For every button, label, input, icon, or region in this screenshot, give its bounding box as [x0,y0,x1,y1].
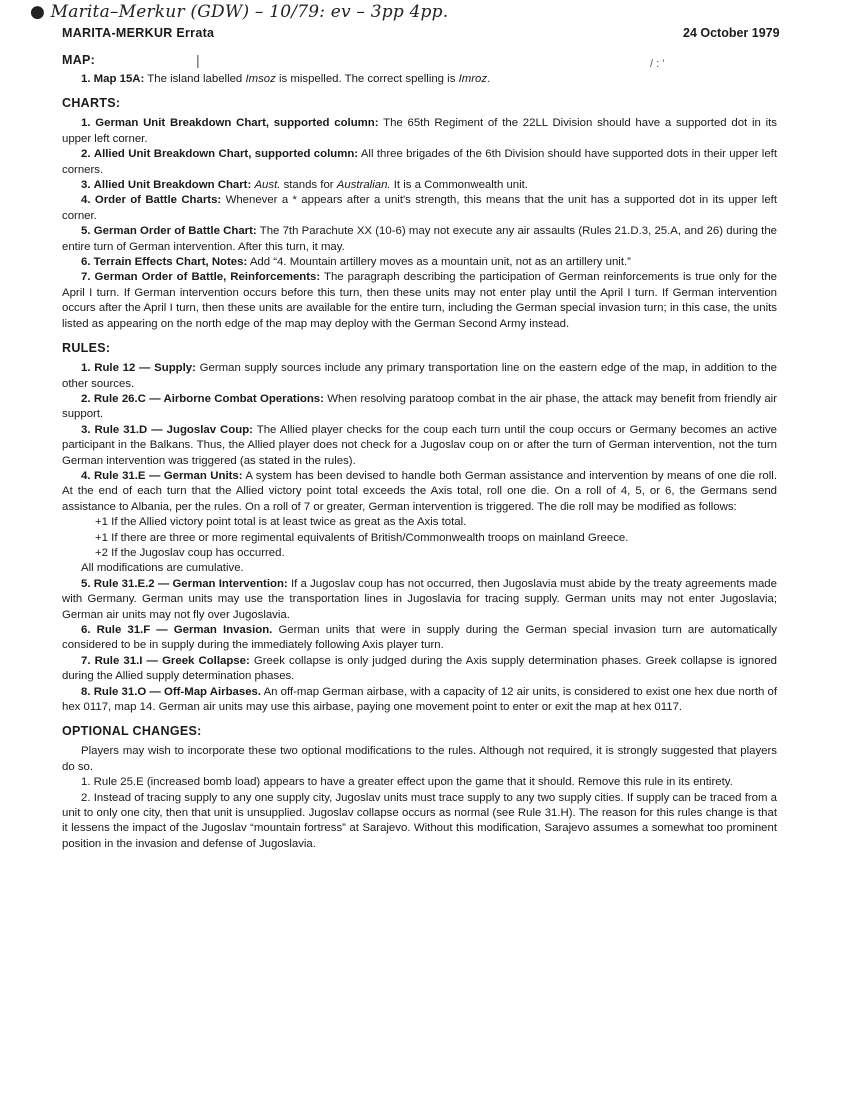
item-number: 5. [81,225,91,238]
item-text: . [487,73,491,85]
document-body [62,52,777,860]
item-label: German Order of Battle, Reinforcements: [94,271,321,284]
item-label: German Unit Breakdown Chart, supported column: [95,117,379,130]
item-text: If a Jugoslav coup has not occurred, then Jugoslavia must abide by the treaty agreements made with Germany. German units may use the transportation lines in Jugoslavia for tracing supply. German units may not enter Jugoslavia; German air units may not fly over Jugoslavia. [62,577,777,621]
document-date: 24 October 1979 [683,26,780,40]
section-heading-optional: OPTIONAL CHANGES: [62,724,202,739]
item-number: 1. [81,73,91,85]
item-text: Greek collapse is only judged during the Axis supply determination phases. Greek collapse is ignored during the Allied supply determination phases. [62,654,777,683]
item-text: It is a Commonwealth unit. [390,179,528,192]
handwritten-annotation: ● Marita–Merkur (GDW) – 10/79: ev – 3pp 4pp. [30,2,449,22]
errata-item [62,361,777,392]
item-text: When resolving paratoop combat in the air phase, the attack may benefit from friendly air support. [62,392,778,421]
item-text: Rule 25.E (increased bomb load) appears to have a greater effect upon the game that it should. Remove this rule in its entirety. [93,776,733,789]
item-emphasis: Imsoz [245,73,276,85]
item-label: Rule 31.F — German Invasion. [96,624,273,636]
item-text: The Allied player checks for the coup each turn until the coup occurs or Germany becomes an active participant in the Balkans. Thus, the Allied player does not check for a Jugoslav coup on or after the turn of German intervention, not the turn German intervention was triggered (as stated in the rules). [62,423,777,467]
item-number: 4. [81,194,91,207]
item-text: The island labelled [147,73,246,85]
errata-item [62,193,777,224]
item-text: stands for [280,179,337,192]
optional-item [62,791,777,853]
section-heading-rules: RULES: [62,341,111,356]
charts-section [62,95,777,332]
die-roll-modifier: +1 If there are three or more regimental equivalents of British/Commonwealth troops on mainland Greece. [95,531,629,544]
item-text: Instead of tracing supply to any one supply city, Jugoslav units must trace supply to any two supply cities. If supply can be traced from a unit to only one city, then that unit is unsupplied. Jugoslav collapse occurs as normal (see Rule 31.H). The reason for this rules change is that it lessens the impact of the Jugoslav “mountain fortress” at Sarajevo. Without this modification, Sarajevo assumes a somewhat too prominent position in the invasion and defense of Jugoslavia. [62,791,777,850]
item-number: 5. [81,577,91,590]
item-emphasis: Aust. [254,179,281,192]
errata-item [62,623,777,654]
errata-item [62,72,777,87]
item-text: The paragraph describing the participation of German reinforcements is true only for the April I turn. If German intervention occurs before this turn, then these units may not enter play until the April I turn. If German intervention occurs after the April I turn, then these units are available for the entire turn, including the German special invasion turn; in this case, the units listed as appearing on the north edge of the map may deploy with the German Second Army instead. [62,271,777,330]
item-emphasis: Imroz [458,73,488,85]
errata-item [62,577,777,623]
item-text: Add “4. Mountain artillery moves as a mountain unit, not as an artillery unit.” [249,256,631,269]
item-number: 7. [81,271,91,284]
item-label: Rule 31.I — Greek Collapse: [94,654,250,667]
errata-item [62,685,777,716]
item-number: 8. [81,685,91,698]
item-label: Map 15A: [93,73,145,85]
item-label: Rule 26.C — Airborne Combat Operations: [93,392,324,405]
errata-item [62,224,777,255]
pen-mark: | [196,52,200,68]
item-number: 2. [81,392,91,405]
errata-item [62,270,777,332]
item-number: 6. [81,256,91,269]
pen-mark: / : ' [650,58,665,70]
item-label: Rule 31.E — German Units: [93,469,243,482]
section-heading-charts: CHARTS: [62,96,121,111]
item-text: A system has been devised to handle both German assistance and intervention by means of one die roll. At the end of each turn that the Allied victory point total exceeds the Axis total, roll one die. On a roll of 4, 5, or 6, the Germans send assistance to Albania, per the rules. On a roll of 7 or greater, German intervention is triggered. The die roll may be modified as follows: [62,469,777,513]
item-text: An off-map German airbase, with a capacity of 12 air units, is considered to exist one hex due north of hex 0117, map 14. German air units may use this airbase, paying one movement point to enter or exit the map at hex 0117. [62,685,778,714]
item-label: Allied Unit Breakdown Chart: [93,179,252,192]
item-text: German units that were in supply during the German special invasion turn are automatically considered to be in supply during the immediately following Axis player turn. [62,624,777,652]
errata-item [62,469,777,515]
item-number: 7. [81,654,91,667]
item-number: 1. [81,776,91,789]
document-title: MARITA-MERKUR Errata [62,26,215,40]
item-text: German supply sources include any primary transportation line on the eastern edge of the map, in addition to the other sources. [62,362,777,390]
optional-changes-section [62,723,777,852]
rules-section [62,340,777,715]
item-number: 1. [81,117,91,130]
item-label: Rule 12 — Supply: [94,362,196,375]
item-number: 3. [81,179,91,192]
errata-item [62,255,777,270]
item-text: All three brigades of the 6th Division should have supported dots in their upper left corners. [62,148,777,176]
item-label: Rule 31.D — Jugoslav Coup: [94,423,253,436]
errata-item [62,654,777,685]
item-label: Allied Unit Breakdown Chart, supported column: [93,148,359,161]
item-text: The 7th Parachute XX (10-6) may not execute any air assaults (Rules 21.D.3, 25.A, and 26) during the entire turn of German intervention. After this turn, it may. [62,225,777,253]
optional-item [62,775,777,790]
errata-item [62,178,777,193]
map-section [62,52,777,87]
item-number: 2. [81,148,91,161]
item-number: 3. [81,423,91,436]
item-text: The 65th Regiment of the 22LL Division should have a supported dot in its upper left corner. [62,117,777,145]
modifiers-note: All modifications are cumulative. [81,562,244,575]
item-label: Rule 31.E.2 — German Intervention: [93,577,288,590]
item-label: Terrain Effects Chart, Notes: [93,256,248,269]
item-number: 1. [81,362,91,375]
section-heading-map: MAP: [62,53,96,67]
item-number: 6. [81,624,91,636]
item-number: 4. [81,469,91,482]
errata-item [62,423,777,469]
errata-item [62,147,777,178]
item-text: is mispelled. The correct spelling is [275,73,459,85]
item-emphasis: Australian. [336,179,391,192]
item-label: Order of Battle Charts: [94,194,222,207]
optional-intro: Players may wish to incorporate these two optional modifications to the rules. Although not required, it is strongly suggested that players do so. [62,745,777,773]
errata-item [62,392,777,423]
errata-item [62,116,777,147]
item-number: 2. [81,791,91,804]
item-label: German Order of Battle Chart: [93,225,257,238]
die-roll-modifier: +1 If the Allied victory point total is at least twice as great as the Axis total. [95,516,467,529]
item-label: Rule 31.O — Off-Map Airbases. [93,685,262,698]
die-roll-modifier: +2 If the Jugoslav coup has occurred. [95,546,285,559]
item-text: Whenever a * appears after a unit's strength, this means that the unit has a supported dot in its upper left corner. [62,194,777,222]
